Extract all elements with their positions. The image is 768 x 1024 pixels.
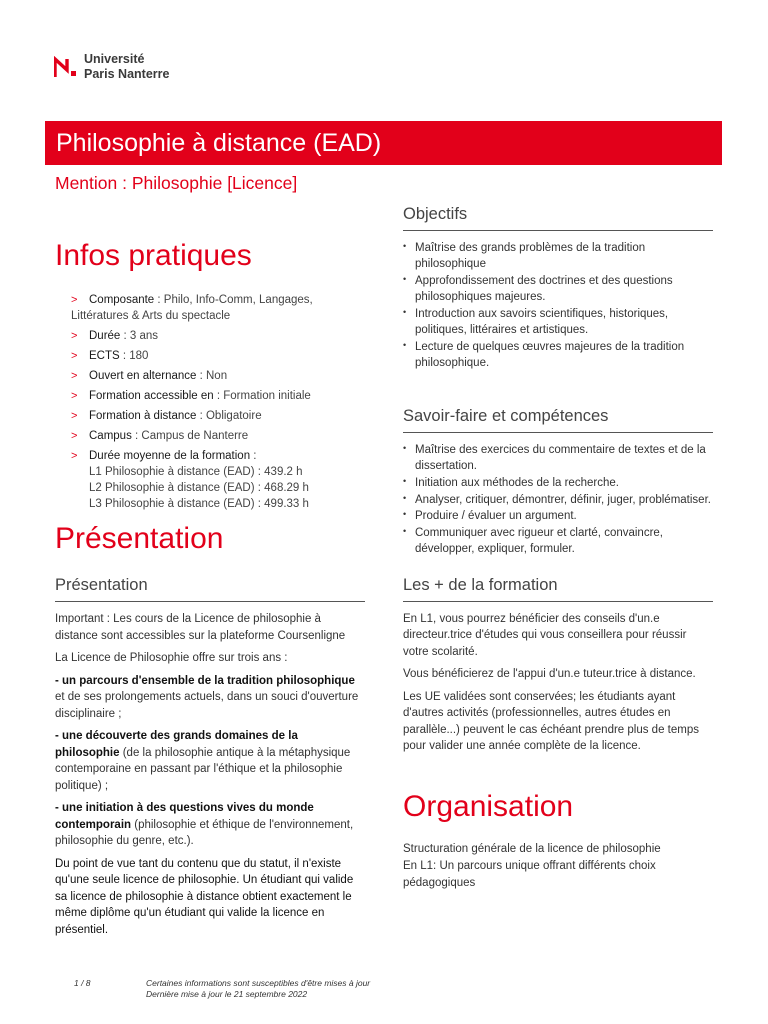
bullet-icon: • [403,241,407,251]
info-item: > Formation à distance : Obligatoire [71,410,262,422]
info-item: > Durée : 3 ans [71,330,159,342]
footer-note-line: Certaines informations sont susceptibles d'être mises à jour [146,978,371,988]
list-item: • Analyser, critiquer, démontrer, définir, juger, problématiser. [403,492,713,508]
list-item: • Produire / évaluer un argument. [403,508,713,524]
bullet-icon: • [403,306,407,317]
presentation-paragraph: - un parcours d'ensemble de la tradition philosophique et de ses prolongements actuels, dans un souci d'ouverture disciplinaire ; [55,674,359,720]
duration-lines [89,464,365,512]
presentation-paragraph: - une découverte des grands domaines de la philosophie (de la philosophie antique à la métaphysique contemporaine en passant par l'éthique et la philosophie politique) ; [55,730,351,792]
logo-line-2: Paris Nanterre [84,67,170,81]
logo-line-1: Université [84,52,145,66]
chevron-right-icon: > [71,450,78,462]
info-item: > Formation accessible en : Formation initiale [71,390,311,402]
info-item: > ECTS : 180 [71,350,149,362]
mention-subtitle: Mention : Philosophie [Licence] [55,173,298,193]
bullet-icon: • [403,443,407,454]
savoir-list [403,442,713,557]
infos-heading: Infos pratiques [55,239,252,272]
bullet-icon: • [403,492,407,503]
presentation-paragraph: - une initiation à des questions vives du monde contemporain (philosophie et éthique de l'environnement, philosophie du genre, etc.). [55,802,354,847]
organisation-paragraph: En L1: Un parcours unique offrant différents choix pédagogiques [403,860,656,889]
list-item: • Lecture de quelques œuvres majeures de la tradition philosophique. [403,339,713,371]
bullet-icon: • [403,476,407,487]
chevron-right-icon: > [71,330,78,342]
university-logo [54,52,169,82]
chevron-right-icon: > [71,294,78,306]
list-item: • Approfondissement des doctrines et des questions philosophiques majeures. [403,273,713,305]
footer-note [146,978,370,1000]
logo-text [84,52,169,82]
footer-note-line: Dernière mise à jour le 21 septembre 2022 [146,989,308,999]
nanterre-logo-icon [54,56,78,78]
duration-line: L1 Philosophie à distance (EAD) : 439.2 h [89,466,303,478]
info-item: > Durée moyenne de la formation : L1 Philosophie à distance (EAD) : 439.2 h L2 Philosophie à distance (EAD) : 468.29 h L3 Philosophie à distance (EAD) : 499.33 h [71,448,365,512]
presentation-paragraph: Important : Les cours de la Licence de philosophie à distance sont accessibles sur la plateforme Coursenligne [55,613,346,642]
info-item: > Composante : Philo, Info-Comm, Langages, Littératures & Arts du spectacle [71,294,313,322]
objectifs-heading: Objectifs [403,203,713,231]
list-item: • Communiquer avec rigueur et clarté, convaincre, développer, expliquer, formuler. [403,525,713,557]
savoir-heading: Savoir-faire et compétences [403,405,713,433]
presentation-paragraph: La Licence de Philosophie offre sur trois ans : [55,652,288,664]
list-item: • Introduction aux savoirs scientifiques, historiques, politiques, littéraires et artistiques. [403,306,713,338]
page-number: 1 / 8 [74,978,91,988]
left-column [55,236,365,938]
page-title: Philosophie à distance (EAD) [56,129,382,157]
chevron-right-icon: > [71,390,78,402]
chevron-right-icon: > [71,430,78,442]
chevron-right-icon: > [71,410,78,422]
info-item: > Ouvert en alternance : Non [71,370,228,382]
list-item: • Initiation aux méthodes de la recherche. [403,475,713,491]
bullet-icon: • [403,509,407,520]
right-column [403,203,713,891]
presentation-paragraph: Du point de vue tant du contenu que du statut, il n'existe qu'une seule licence de philosophie. Un étudiant qui valide sa licence de philosophie à distance obtient exactement le même diplôme qu'un étudiant qui valide la licence en présentiel. [55,857,354,936]
duration-line: L3 Philosophie à distance (EAD) : 499.33 h [89,498,309,510]
organisation-paragraph: Structuration générale de la licence de philosophie [403,842,661,855]
info-item: > Campus : Campus de Nanterre [71,430,249,442]
list-item: • Maîtrise des grands problèmes de la tradition philosophique [403,240,713,272]
plus-paragraph: En L1, vous pourrez bénéficier des conseils d'un.e directeur.trice d'études qui vous conseillera pour réussir votre scolarité. [403,612,687,658]
plus-paragraph: Vous bénéficierez de l'appui d'un.e tuteur.trice à distance. [403,668,696,681]
objectifs-list [403,240,713,371]
infos-list [55,292,365,512]
duration-line: L2 Philosophie à distance (EAD) : 468.29 h [89,482,309,494]
list-item: • Maîtrise des exercices du commentaire de textes et de la dissertation. [403,442,713,474]
presentation-subheading: Présentation [55,574,365,602]
title-banner [45,121,722,165]
chevron-right-icon: > [71,350,78,362]
plus-paragraph: Les UE validées sont conservées; les étudiants ayant d'autres activités (professionnelles, autres études en parallèle...) peuvent le cas échéant prendre plus de temps pour valider une année complète de la licence. [403,690,699,753]
bullet-icon: • [403,339,407,350]
organisation-heading: Organisation [403,789,574,823]
chevron-right-icon: > [71,370,78,382]
plus-heading: Les + de la formation [403,574,713,602]
bullet-icon: • [403,273,407,284]
bullet-icon: • [403,526,407,537]
presentation-heading: Présentation [55,522,224,555]
